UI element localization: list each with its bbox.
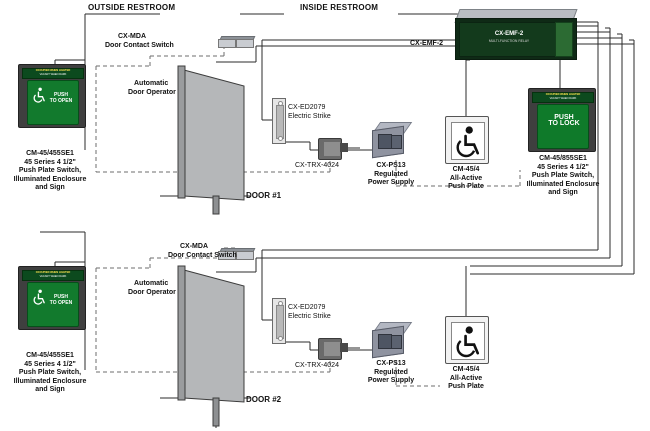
wheelchair-icon: [452, 124, 484, 158]
cx-ed2079-strike-door2[interactable]: [272, 298, 286, 344]
caption-line: Illuminated Enclosure: [13, 377, 87, 385]
wheelchair-icon: [452, 324, 484, 358]
psu-label2: Regulated: [374, 368, 408, 376]
caption-line: Push Plate Switch,: [531, 172, 595, 179]
strike-keeper: [276, 305, 284, 339]
caption-outside-door1: [0, 150, 100, 193]
sign-line2: VACANT WHEN DARK: [39, 275, 67, 278]
caption-inside-door1: [508, 155, 618, 198]
ada-caption-door2: [430, 366, 502, 392]
push-plate-outside-door1[interactable]: [27, 80, 79, 125]
mda-contact-b: [236, 39, 254, 48]
cx-mda-sublabel-door1: Door Contact Switch: [105, 42, 174, 49]
station-inside-door1[interactable]: [528, 88, 596, 152]
psu-battery-b: [391, 135, 402, 149]
operator-label2-door2: Door Operator: [128, 289, 176, 296]
wheelchair-icon: [32, 289, 46, 305]
occupancy-sign-inside: [532, 92, 594, 103]
header-inside-restroom: INSIDE RESTROOM: [300, 3, 379, 12]
cx-emf-2-label: CX-EMF-2: [410, 40, 444, 47]
psu-battery-b: [391, 335, 402, 349]
cx-ed2079-strike-door1[interactable]: [272, 98, 286, 144]
cx-mda-door1[interactable]: [218, 36, 254, 48]
ada-label1: CM-45/4: [452, 366, 480, 373]
caption-line: CM-45/455SE1: [26, 352, 74, 359]
trx-label-door2: CX-TRX-4024: [295, 362, 339, 369]
caption-line: Push Plate Switch,: [18, 167, 82, 174]
psu-label1: CX-PS13: [376, 360, 406, 367]
psu-label2: Regulated: [374, 170, 408, 178]
psu-label3: Power Supply: [367, 179, 415, 186]
cx-mda-label-door1: CX-MDA: [118, 33, 146, 40]
controller-terminal-block: [555, 22, 573, 57]
operator-label1-door1: Automatic: [134, 80, 169, 87]
caption-line: 45 Series 4 1/2": [537, 163, 589, 171]
caption-line: Push Plate Switch,: [18, 369, 82, 376]
ada-label1: CM-45/4: [452, 166, 480, 173]
sign-line2: VACANT WHEN DARK: [39, 73, 67, 76]
psu-battery-a: [378, 334, 392, 349]
ada-plate-face: [451, 322, 485, 360]
sign-line1: OCCUPIED WHEN LIGHTED: [545, 93, 581, 96]
strike-screw-bottom: [278, 136, 283, 141]
caption-outside-door2: [0, 352, 100, 395]
station-outside-door2[interactable]: [18, 266, 86, 330]
cx-ps13-door1[interactable]: [372, 122, 408, 156]
strike-label1-door2: CX-ED2079: [288, 304, 326, 311]
psu-caption-door1: [355, 162, 427, 188]
controller-faceplate: [459, 22, 559, 57]
caption-line: 45 Series 4 1/2": [24, 158, 76, 166]
controller-body: [455, 18, 577, 60]
caption-line: and Sign: [35, 184, 65, 191]
transformer-core: [324, 142, 340, 156]
sign-line1: OCCUPIED WHEN LIGHTED: [35, 69, 71, 72]
operator-label2-door1: Door Operator: [128, 89, 176, 96]
caption-line: 45 Series 4 1/2": [24, 360, 76, 368]
door2-label: DOOR #2: [246, 395, 282, 404]
occupancy-sign-door1: [22, 68, 84, 79]
push-plate-inside-door1[interactable]: [537, 104, 589, 149]
transformer-core: [324, 342, 340, 356]
mda-contact-b: [236, 251, 254, 260]
station-outside-door1[interactable]: [18, 64, 86, 128]
wheelchair-icon: [32, 87, 46, 103]
door1-label: DOOR #1: [246, 191, 282, 200]
cx-ps13-door2[interactable]: [372, 322, 408, 356]
push-plate-outside-door2[interactable]: [27, 282, 79, 327]
cx-mda-label-door2: CX-MDA: [180, 243, 208, 250]
cx-trx-4024-door1[interactable]: [318, 138, 348, 158]
controller-face-subtitle: MULTI-FUNCTION RELAY: [488, 39, 530, 43]
psu-caption-door2: [355, 360, 427, 386]
transformer-body: [318, 338, 342, 360]
push-plate-text: PUSH TO LOCK: [548, 114, 580, 127]
psu-label1: CX-PS13: [376, 162, 406, 169]
strike-screw-bottom: [278, 336, 283, 341]
transformer-body: [318, 138, 342, 160]
occupancy-sign-door2: [22, 270, 84, 281]
transformer-prongs: [340, 143, 348, 152]
sign-line2: VACANT WHEN DARK: [549, 97, 577, 100]
caption-line: Illuminated Enclosure: [526, 180, 600, 188]
strike-keeper: [276, 105, 284, 139]
sign-line1: OCCUPIED WHEN LIGHTED: [35, 271, 71, 274]
controller-face-title: CX-EMF-2: [494, 31, 524, 37]
psu-battery-a: [378, 134, 392, 149]
ada-caption-door1: [430, 166, 502, 192]
operator-label1-door2: Automatic: [134, 280, 169, 287]
strike-label2-door1: Electric Strike: [288, 113, 331, 120]
cx-trx-4024-door2[interactable]: [318, 338, 348, 358]
mda-contact-a: [218, 39, 236, 48]
transformer-prongs: [340, 343, 348, 352]
caption-line: Illuminated Enclosure: [13, 175, 87, 183]
ada-plate-face: [451, 122, 485, 160]
trx-label-door1: CX-TRX-4024: [295, 162, 339, 169]
push-plate-text: PUSH TO OPEN: [49, 294, 73, 306]
cx-mda-sublabel-door2: Door Contact Switch: [168, 252, 237, 259]
strike-label2-door2: Electric Strike: [288, 313, 331, 320]
caption-line: CM-45/455SE1: [26, 150, 74, 157]
push-plate-text: PUSH TO OPEN: [49, 92, 73, 104]
caption-line: CM-45/855SE1: [539, 155, 587, 162]
header-outside-restroom: OUTSIDE RESTROOM: [88, 3, 176, 12]
ada-label3: Push Plate: [448, 183, 484, 190]
ada-label3: Push Plate: [448, 383, 484, 390]
ada-label2: All-Active: [449, 374, 483, 382]
caption-line: and Sign: [35, 386, 65, 393]
ada-label2: All-Active: [449, 174, 483, 182]
caption-line: and Sign: [548, 189, 578, 196]
strike-label1-door1: CX-ED2079: [288, 104, 326, 111]
cm-45-4-push-plate-door2[interactable]: [445, 316, 489, 364]
psu-label3: Power Supply: [367, 377, 415, 384]
cm-45-4-push-plate-door1[interactable]: [445, 116, 489, 164]
